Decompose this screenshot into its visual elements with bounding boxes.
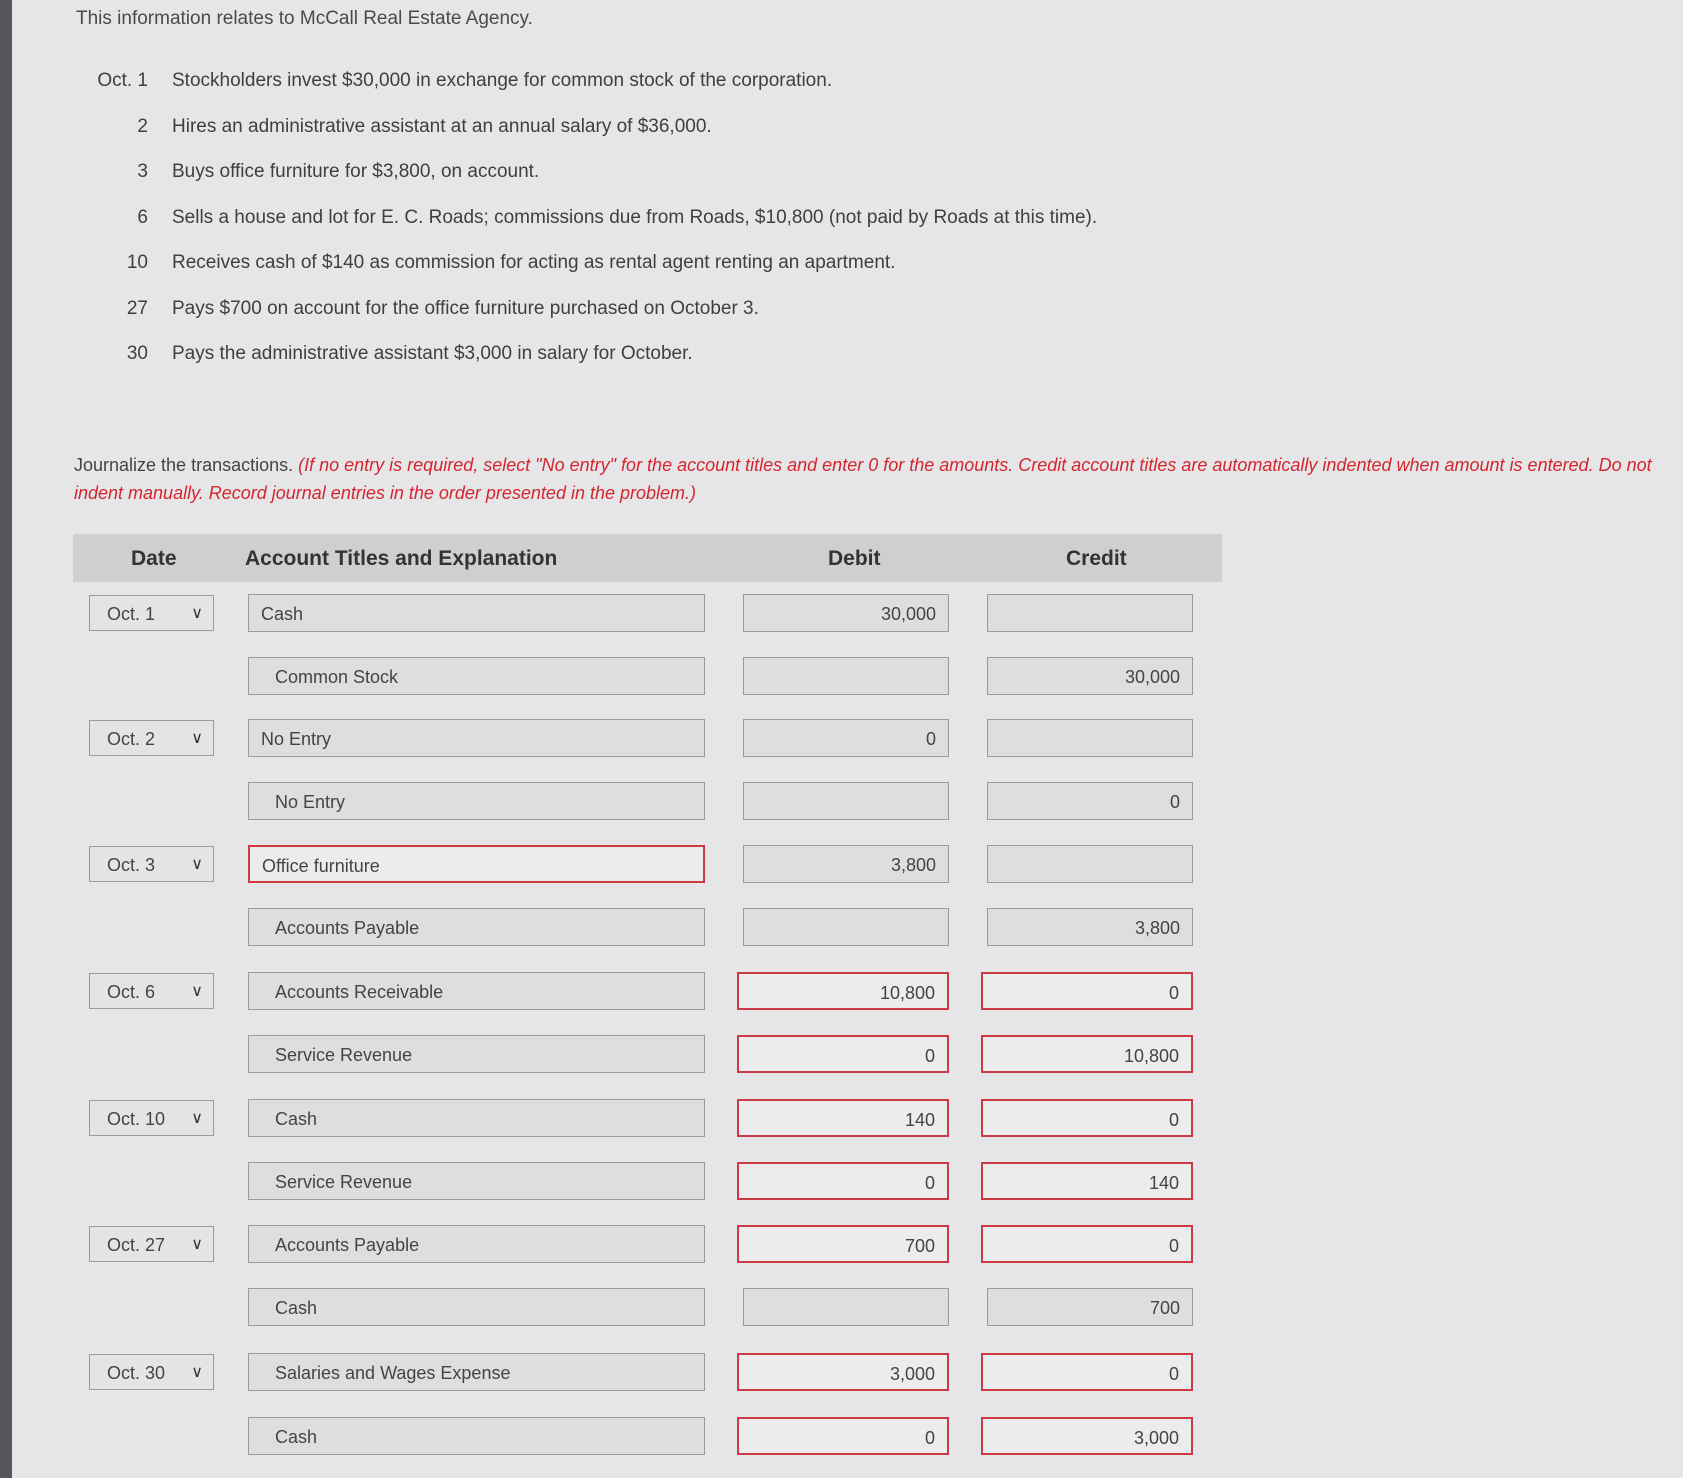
date-select[interactable] [89, 595, 214, 631]
transaction-day: 10 [126, 252, 148, 273]
date-value: Oct. 1 [107, 604, 156, 624]
debit-value: 3,000 [889, 1364, 935, 1384]
transaction-day: 2 [137, 116, 148, 137]
account-title-field[interactable] [248, 845, 705, 883]
transaction-text: Hires an administrative assistant at an annual salary of $36,000. [172, 116, 712, 137]
transaction-text: Pays $700 on account for the office furniture purchased on October 3. [172, 298, 759, 319]
debit-field[interactable] [737, 1417, 949, 1455]
date-select[interactable] [89, 1354, 214, 1390]
credit-value: 10,800 [1123, 1046, 1179, 1066]
debit-field[interactable] [743, 908, 949, 946]
debit-value: 10,800 [879, 983, 935, 1003]
credit-value: 3,800 [1134, 918, 1180, 938]
instructions-note: (If no entry is required, select "No entry" for the account titles and enter 0 for the amounts. Credit account titles are automatically indented when amount is entered. Do not indent manually. Record journal entries in the order presented in the problem.) [74, 455, 1652, 503]
header-date: Date [131, 547, 177, 570]
header-debit: Debit [828, 547, 881, 570]
transaction-day: 6 [137, 207, 148, 228]
transaction-text: Receives cash of $140 as commission for acting as rental agent renting an apartment. [172, 252, 896, 273]
debit-value: 0 [925, 729, 936, 749]
account-title-field[interactable] [248, 594, 705, 632]
instructions [74, 451, 1654, 507]
date-select[interactable] [89, 973, 214, 1009]
credit-field[interactable] [987, 782, 1193, 820]
header-credit: Credit [1066, 547, 1127, 570]
credit-field[interactable] [987, 1288, 1193, 1326]
account-title-value: Common Stock [275, 667, 399, 687]
account-title-value: Service Revenue [275, 1045, 413, 1065]
transaction-text: Pays the administrative assistant $3,000 in salary for October. [172, 343, 693, 364]
account-title-field[interactable] [248, 657, 705, 695]
debit-field[interactable] [743, 1288, 949, 1326]
account-title-field[interactable] [248, 1288, 705, 1326]
credit-value: 140 [1148, 1173, 1179, 1193]
debit-field[interactable] [737, 1099, 949, 1137]
credit-value: 3,000 [1133, 1428, 1179, 1448]
header-account: Account Titles and Explanation [245, 547, 558, 570]
credit-value: 0 [1169, 792, 1180, 812]
credit-field[interactable] [981, 1417, 1193, 1455]
credit-field[interactable] [981, 1162, 1193, 1200]
transaction-text: Stockholders invest $30,000 in exchange for common stock of the corporation. [172, 70, 833, 91]
debit-field[interactable] [737, 1162, 949, 1200]
account-title-value: Salaries and Wages Expense [275, 1363, 511, 1383]
credit-field[interactable] [981, 1353, 1193, 1391]
debit-field[interactable] [743, 594, 949, 632]
credit-value: 0 [1168, 1110, 1179, 1130]
credit-value: 30,000 [1124, 667, 1180, 687]
account-title-value: Service Revenue [275, 1172, 413, 1192]
transaction-day: 3 [137, 161, 148, 182]
credit-value: 0 [1168, 983, 1179, 1003]
debit-field[interactable] [743, 782, 949, 820]
account-title-value: Cash [275, 1109, 318, 1129]
intro-text: This information relates to McCall Real Estate Agency. [76, 8, 533, 29]
account-title-field[interactable] [248, 1099, 705, 1137]
account-title-field[interactable] [248, 719, 705, 757]
date-select[interactable] [89, 846, 214, 882]
chevron-down-icon: ∨ [191, 605, 203, 622]
transaction-text: Buys office furniture for $3,800, on account. [172, 161, 540, 182]
account-title-value: Accounts Payable [275, 918, 420, 938]
transaction-day: Oct. 1 [97, 70, 148, 91]
account-title-field[interactable] [248, 1035, 705, 1073]
date-value: Oct. 2 [107, 729, 156, 749]
page [12, 0, 1683, 1478]
journal-table-header [73, 534, 1222, 582]
date-value: Oct. 6 [107, 982, 156, 1002]
credit-field[interactable] [981, 1099, 1193, 1137]
credit-field[interactable] [987, 657, 1193, 695]
credit-field[interactable] [981, 1225, 1193, 1263]
chevron-down-icon: ∨ [191, 1110, 203, 1127]
debit-value: 140 [904, 1110, 935, 1130]
account-title-value: Accounts Payable [275, 1235, 420, 1255]
chevron-down-icon: ∨ [191, 856, 203, 873]
transaction-text: Sells a house and lot for E. C. Roads; commissions due from Roads, $10,800 (not paid by Roads at this time). [172, 207, 1098, 228]
account-title-value: No Entry [275, 792, 346, 812]
account-title-field[interactable] [248, 1162, 705, 1200]
account-title-field[interactable] [248, 1417, 705, 1455]
account-title-value: Cash [275, 1427, 318, 1447]
account-title-field[interactable] [248, 908, 705, 946]
credit-field[interactable] [987, 908, 1193, 946]
credit-value: 0 [1168, 1236, 1179, 1256]
account-title-field[interactable] [248, 782, 705, 820]
debit-value: 0 [924, 1428, 935, 1448]
date-value: Oct. 10 [107, 1109, 166, 1129]
account-title-value: Accounts Receivable [275, 982, 444, 1002]
debit-field[interactable] [737, 972, 949, 1010]
credit-field[interactable] [981, 1035, 1193, 1073]
debit-field[interactable] [743, 657, 949, 695]
credit-value: 0 [1168, 1364, 1179, 1384]
account-title-field[interactable] [248, 1225, 705, 1263]
debit-value: 0 [924, 1173, 935, 1193]
date-value: Oct. 30 [107, 1363, 166, 1383]
date-select[interactable] [89, 1226, 214, 1262]
debit-field[interactable] [737, 1035, 949, 1073]
debit-field[interactable] [743, 719, 949, 757]
chevron-down-icon: ∨ [191, 1236, 203, 1253]
credit-field[interactable] [987, 845, 1193, 883]
account-title-value: Cash [261, 604, 304, 624]
debit-value: 3,800 [890, 855, 936, 875]
date-value: Oct. 27 [107, 1235, 166, 1255]
transaction-day: 30 [126, 343, 148, 364]
instructions-lead: Journalize the transactions. [74, 455, 294, 475]
account-title-value: Office furniture [262, 856, 380, 876]
date-select[interactable] [89, 720, 214, 756]
left-edge [0, 0, 12, 1478]
transaction-day: 27 [126, 298, 148, 319]
credit-field[interactable] [981, 972, 1193, 1010]
date-value: Oct. 3 [107, 855, 156, 875]
account-title-field[interactable] [248, 1353, 705, 1391]
credit-field[interactable] [987, 719, 1193, 757]
account-title-value: Cash [275, 1298, 318, 1318]
debit-value: 0 [924, 1046, 935, 1066]
debit-value: 30,000 [880, 604, 936, 624]
debit-value: 700 [904, 1236, 935, 1256]
debit-field[interactable] [737, 1353, 949, 1391]
account-title-value: No Entry [261, 729, 332, 749]
chevron-down-icon: ∨ [191, 983, 203, 1000]
chevron-down-icon: ∨ [191, 730, 203, 747]
account-title-field[interactable] [248, 972, 705, 1010]
debit-field[interactable] [743, 845, 949, 883]
credit-value: 700 [1149, 1298, 1180, 1318]
debit-field[interactable] [737, 1225, 949, 1263]
credit-field[interactable] [987, 594, 1193, 632]
chevron-down-icon: ∨ [191, 1364, 203, 1381]
date-select[interactable] [89, 1100, 214, 1136]
